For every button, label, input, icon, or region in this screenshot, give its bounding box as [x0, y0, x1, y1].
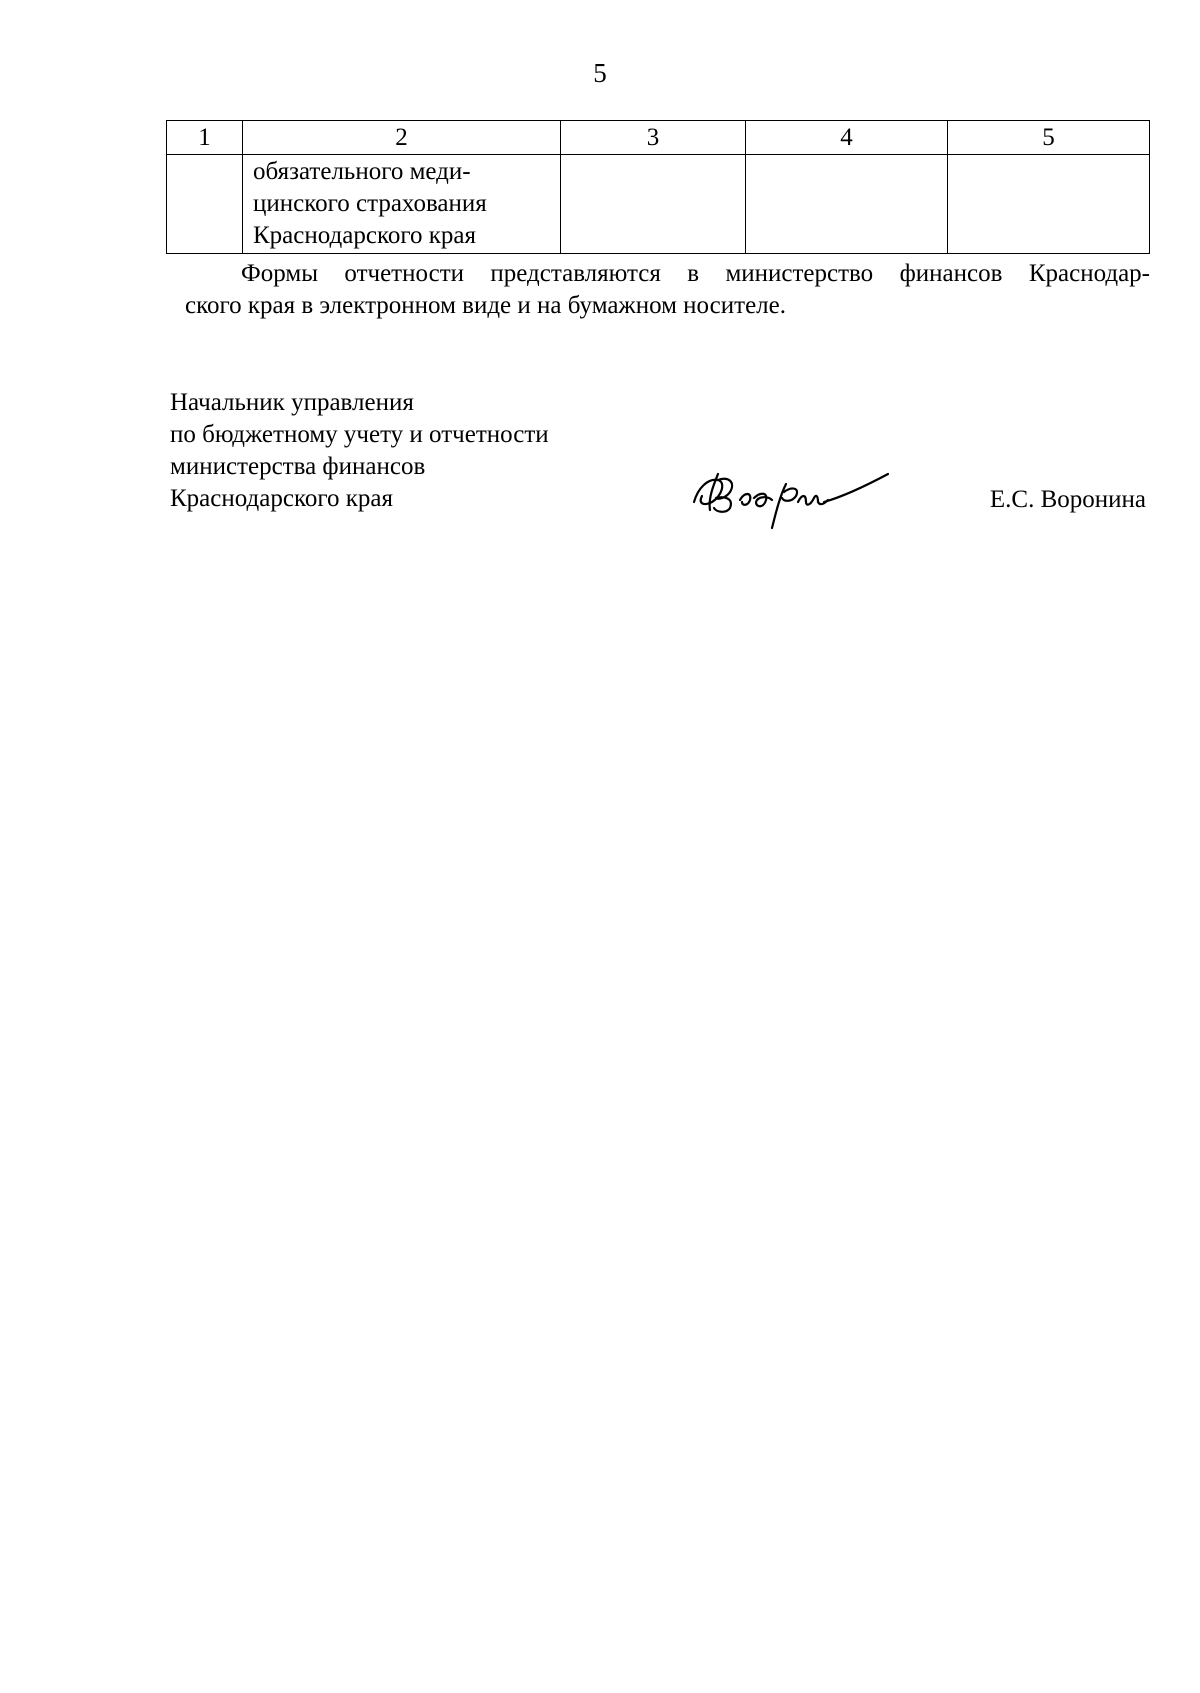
page-number: 5: [593, 58, 607, 88]
column-header-2: 2: [243, 121, 561, 155]
column-header-5: 5: [948, 121, 1150, 155]
column-header-3: 3: [561, 121, 746, 155]
table-header-row: [167, 121, 1150, 155]
report-table: [166, 120, 1150, 254]
table-cell-col2: [243, 155, 561, 254]
position-line: по бюджетному учету и отчетности: [170, 421, 549, 448]
column-header-1: 1: [167, 121, 243, 155]
handwritten-signature: [688, 462, 898, 534]
table-cell-text-line: цинского страхования: [253, 190, 487, 217]
table-row: [167, 155, 1150, 254]
body-paragraph: [185, 258, 1150, 322]
position-line: Начальник управления: [170, 389, 414, 416]
table-cell-col1: [167, 155, 243, 254]
column-header-4: 4: [746, 121, 948, 155]
signer-name: Е.С. Воронина: [989, 486, 1146, 513]
paragraph-line: Формы отчетности представляются в министерство финансов Краснодар-: [241, 260, 1150, 287]
table-cell-col5: [948, 155, 1150, 254]
table-cell-col3: [561, 155, 746, 254]
position-line: Краснодарского края: [170, 485, 393, 512]
paragraph-line: ского края в электронном виде и на бумажном носителе.: [185, 292, 787, 319]
signatory-position: [170, 387, 549, 515]
table-cell-text-line: обязательного меди-: [253, 158, 471, 185]
position-line: министерства финансов: [170, 453, 426, 480]
table-cell-text-line: Краснодарского края: [253, 222, 476, 249]
table-cell-col4: [746, 155, 948, 254]
